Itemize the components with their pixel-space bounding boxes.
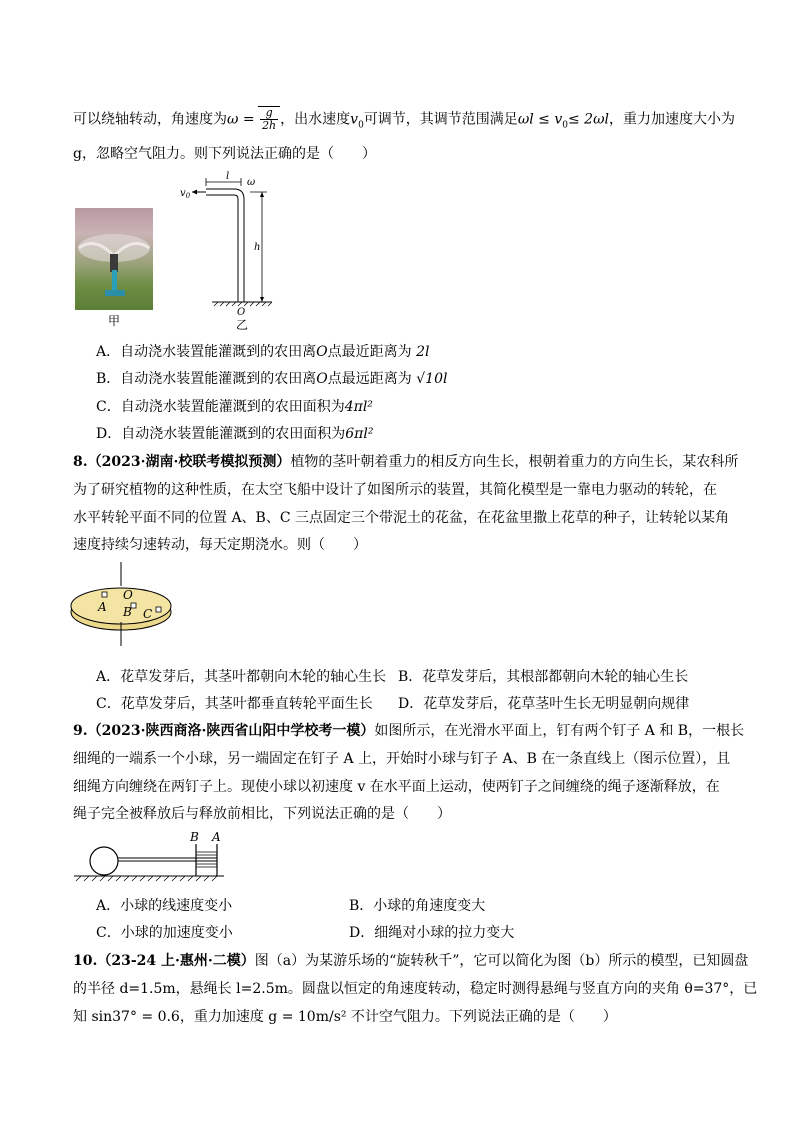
q7-option-a-val: 2l: [416, 344, 430, 360]
wheel-label-c: C: [143, 607, 153, 621]
q9-option-a: A．小球的线速度变小: [96, 898, 233, 914]
nail-label-a: A: [212, 830, 221, 844]
q9-stem-line3: 细绳方向缠绕在两钉子上。现使小球以初速度 v 在水平面上运动，使两钉子之间缠绕的绳子逐渐释放，在: [73, 779, 720, 795]
q9-text-1: 如图所示，在光滑水平面上，钉有两个钉子 A 和 B，一根长: [374, 723, 745, 739]
q8-stem-line4: 速度持续匀速转动，每天定期浇水。则（ ）: [73, 537, 367, 553]
fig-label-jia: 甲: [108, 314, 121, 328]
q9-source: （2023·陕西商洛·陕西省山阳中学校考一模）: [87, 723, 375, 739]
q10-stem-line1: [73, 950, 748, 970]
range-expr-b: ≤ 2ωl: [567, 111, 609, 128]
q7-option-c-val: 4πl²: [344, 399, 373, 415]
diagram-label-o: O: [237, 307, 246, 318]
q8-stem-line2: 为了研究植物的这种性质，在太空飞船中设计了如图所示的装置，其简化模型是一靠电力驱动的转轮，在: [73, 482, 717, 498]
q8-stem-line3: 水平转轮平面不同的位置 A、B、C 三点固定三个带泥土的花盆，在花盆里撒上花草的种子，让转轮以某角: [73, 510, 730, 526]
q9-stem-line2: 细绳的一端系一个小球，另一端固定在钉子 A 上，开始时小球与钉子 A、B 在一条直线上（图示位置），且: [73, 751, 731, 767]
q9-option-b: B．小球的角速度变大: [349, 898, 486, 914]
sprinkler-photo: [75, 208, 153, 310]
q10-number: 10.: [73, 953, 98, 969]
q7-option-a: [96, 341, 429, 361]
diagram-label-l: l: [226, 171, 230, 182]
q9-option-c: C．小球的加速度变小: [96, 925, 233, 941]
ball-nails-diagram: [72, 826, 232, 886]
q9-option-d: D．细绳对小球的拉力变大: [349, 925, 515, 941]
q8-option-c: C．花草发芽后，其茎叶都垂直转轮平面生长: [96, 696, 373, 712]
q7-option-c: [96, 396, 373, 416]
q9-stem-line4: 绳子完全被释放后与释放前相比，下列说法正确的是（ ）: [73, 806, 451, 822]
rotating-wheel-diagram: [68, 560, 178, 650]
range-expr: ωl ≤ v: [517, 111, 563, 128]
q7-text-a: 可以绕轴转动，角速度为: [73, 111, 227, 128]
q8-stem-line1: [73, 451, 738, 471]
diagram-label-v0: $v_0$: [180, 188, 191, 200]
diagram-label-omega: ω: [247, 177, 256, 188]
wheel-label-a: A: [98, 600, 107, 614]
q7-option-b-rest: 点最远距离为: [327, 371, 412, 387]
q8-source: （2023·湖南·校联考模拟预测）: [87, 454, 291, 470]
q9-stem-line1: [73, 720, 744, 740]
q7-option-b: [96, 368, 447, 388]
q8-option-d: D．花草发芽后，花草茎叶生长无明显朝向规律: [398, 696, 690, 712]
v0-sub: 0: [358, 120, 364, 131]
fig-label-yi: 乙: [236, 318, 249, 332]
q9-number: 9.: [73, 723, 88, 739]
q7-text-d: ，重力加速度大小为: [608, 111, 735, 128]
q8-option-a: A．花草发芽后，其茎叶都朝向木轮的轴心生长: [96, 669, 387, 685]
q7-stem-line2: g，忽略空气阻力。则下列说法正确的是（ ）: [73, 146, 376, 162]
wheel-label-o: O: [123, 588, 133, 602]
q10-stem-line2: 的半径 d=1.5m，悬绳长 l=2.5m。圆盘以恒定的角速度转动，稳定时测得悬绳与竖直方向的夹角 θ=37°，已: [73, 981, 758, 997]
q7-option-d-val: 6πl²: [345, 426, 374, 442]
nail-label-b: B: [190, 830, 199, 844]
q7-option-b-text: B．自动浇水装置能灌溉到的农田离: [96, 371, 317, 387]
v0-symbol: v: [350, 111, 359, 128]
q7-option-c-text: C．自动浇水装置能灌溉到的农田面积为: [96, 399, 345, 415]
q7-option-a-var: O: [316, 344, 328, 360]
q7-text-b: ，出水速度: [280, 111, 351, 128]
sprinkler-diagram: [172, 170, 282, 330]
wheel-label-b: B: [123, 605, 132, 619]
q10-text-1: 图（a）为某游乐场的“旋转秋千”，它可以简化为图（b）所示的模型，已知圆盘: [254, 953, 749, 969]
omega-eq: ω =: [227, 111, 255, 128]
q7-text-c: 可调节，其调节范围满足: [363, 111, 518, 128]
q8-number: 8.: [73, 454, 88, 470]
q7-option-a-text: A．自动浇水装置能灌溉到的农田离: [96, 344, 317, 360]
q8-text-1: 植物的茎叶朝着重力的相反方向生长，根朝着重力的方向生长，某农科所: [290, 454, 739, 470]
sqrt-expression: [258, 106, 280, 132]
diagram-label-h: h: [254, 242, 261, 253]
q8-option-b: B．花草发芽后，其根部都朝向木轮的轴心生长: [398, 669, 689, 685]
frac-denominator: 2h: [262, 119, 277, 132]
frac-numerator: g: [260, 107, 278, 120]
q7-option-b-var: O: [316, 371, 328, 387]
q7-option-a-rest: 点最近距离为: [327, 344, 412, 360]
q7-option-b-val: √10l: [416, 371, 448, 387]
q7-option-d: [96, 423, 373, 443]
q7-stem-line1: [73, 106, 735, 132]
q10-source: （23-24 上·惠州·二模）: [97, 953, 255, 969]
q10-stem-line3: 知 sin37° = 0.6，重力加速度 g = 10m/s² 不计空气阻力。下列说法正确的是（ ）: [73, 1009, 617, 1025]
range-sub: 0: [562, 120, 568, 131]
q7-option-d-text: D．自动浇水装置能灌溉到的农田面积为: [96, 426, 346, 442]
v0-arrow-head: [192, 190, 197, 195]
sprinkler-photo-art: [75, 208, 153, 310]
